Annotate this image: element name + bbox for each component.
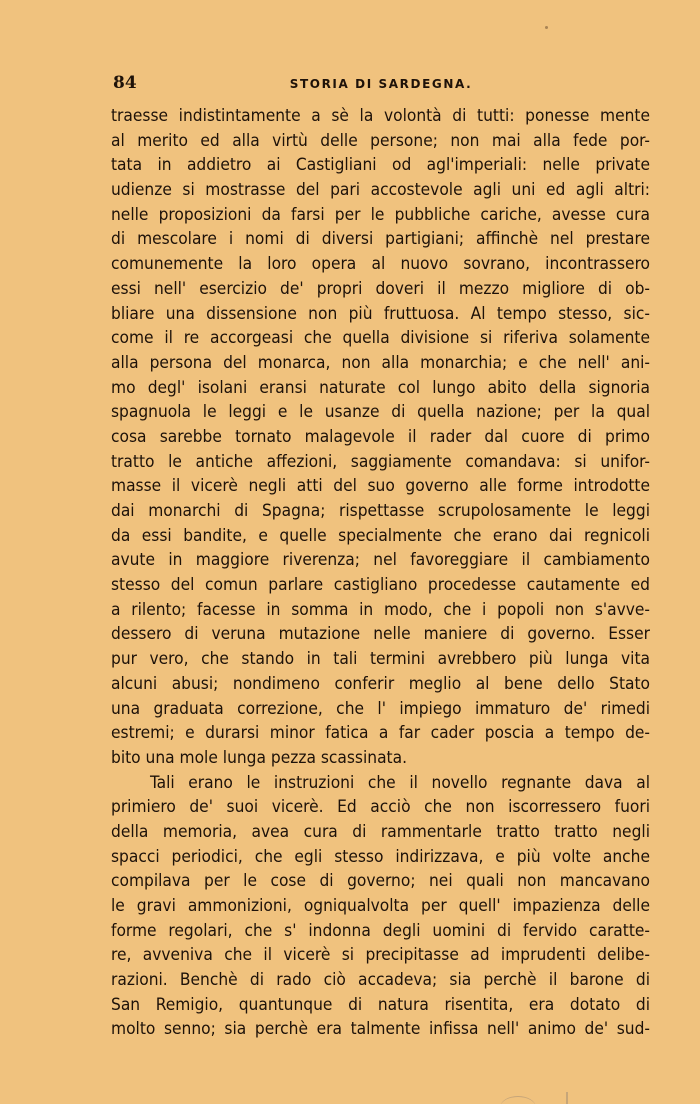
running-title: STORIA DI SARDEGNA. (289, 77, 473, 91)
text-line: al merito ed alla virtù delle persone; non mai alla fede por- (111, 130, 650, 151)
faint-watermark-fragment (500, 1092, 590, 1104)
text-line: di mescolare i nomi di diversi partigiani; affinchè nel prestare (111, 229, 650, 250)
text-line: udienze si mostrasse del pari accostevole agli uni ed agli altri: (111, 180, 650, 201)
text-line: tata in addietro ai Castigliani od agl'imperiali: nelle private (111, 155, 650, 176)
text-line: alla persona del monarca, non alla monarchia; e che nell' ani- (111, 352, 650, 373)
text-line: re, avveniva che il vicerè si precipitasse ad imprudenti delibe- (111, 945, 650, 966)
text-line: molto senno; sia perchè era talmente infissa nell' animo de' sud- (111, 1019, 650, 1040)
text-line: comunemente la loro opera al nuovo sovrano, incontrassero (111, 254, 650, 275)
text-line: una graduata correzione, che l' impiego immaturo de' rimedi (111, 698, 650, 719)
text-line: della memoria, avea cura di rammentarle tratto tratto negli (111, 821, 650, 842)
text-line: masse il vicerè negli atti del suo governo alle forme introdotte (111, 476, 650, 497)
text-line: le gravi ammonizioni, ogniqualvolta per quell' impazienza delle (111, 896, 650, 916)
text-line: tratto le antiche affezioni, saggiamente comandava: si unifor- (111, 451, 650, 472)
text-line: essi nell' esercizio de' propri doveri il mezzo migliore di ob- (111, 278, 650, 299)
text-line: estremi; e durarsi minor fatica a far cader poscia a tempo de- (111, 723, 650, 744)
text-line: da essi bandite, e quelle specialmente che erano dai regnicoli (111, 525, 650, 546)
ink-speck (545, 26, 548, 29)
text-line: compilava per le cose di governo; nei quali non mancavano (111, 871, 650, 892)
text-line: come il re accorgeasi che quella divisione si riferiva solamente (111, 328, 650, 349)
text-line: dessero di veruna mutazione nelle maniere di governo. Esser (111, 624, 650, 645)
watermark-stroke (566, 1092, 568, 1104)
text-line: mo degl' isolani eransi naturate col lungo abito della signoria (111, 377, 650, 398)
text-line: spagnuola le leggi e le usanze di quella nazione; per la qual (111, 402, 650, 423)
paragraph-first-line: Tali erano le instruzioni che il novello regnante dava al (150, 772, 650, 793)
running-head (113, 72, 649, 94)
text-line: dai monarchi di Spagna; rispettasse scrupolosamente le leggi (111, 501, 650, 521)
watermark-arc (500, 1096, 536, 1104)
page-number: 84 (113, 73, 137, 93)
text-line: razioni. Benchè di rado ciò accadeva; sia perchè il barone di (111, 970, 650, 991)
text-line: alcuni abusi; nondimeno conferir meglio al bene dello Stato (111, 673, 650, 694)
body-text (111, 104, 650, 1042)
text-line: stesso del comun parlare castigliano procedesse cautamente ed (111, 575, 650, 596)
text-line: traesse indistintamente a sè la volontà di tutti: ponesse mente (111, 106, 650, 126)
text-line: spacci periodici, che egli stesso indirizzava, e più volte anche (111, 846, 650, 867)
text-line: pur vero, che stando in tali termini avrebbero più lunga vita (111, 649, 650, 670)
text-line: nelle proposizioni da farsi per le pubbliche cariche, avesse cura (111, 204, 650, 225)
text-line: forme regolari, che s' indonna degli uomini di fervido caratte- (111, 920, 650, 941)
text-line: avute in maggiore riverenza; nel favoreggiare il cambiamento (111, 550, 650, 571)
text-line: bliare una dissensione non più fruttuosa. Al tempo stesso, sic- (111, 303, 650, 324)
text-line: a rilento; facesse in somma in modo, che i popoli non s'avve- (111, 599, 650, 620)
text-line: San Remigio, quantunque di natura risentita, era dotato di (111, 994, 650, 1015)
text-line: primiero de' suoi vicerè. Ed acciò che non iscorressero fuori (111, 797, 650, 818)
paragraph-last-line: bito una mole lunga pezza scassinata. (111, 747, 407, 768)
text-line: cosa sarebbe tornato malagevole il rader dal cuore di primo (111, 426, 650, 447)
